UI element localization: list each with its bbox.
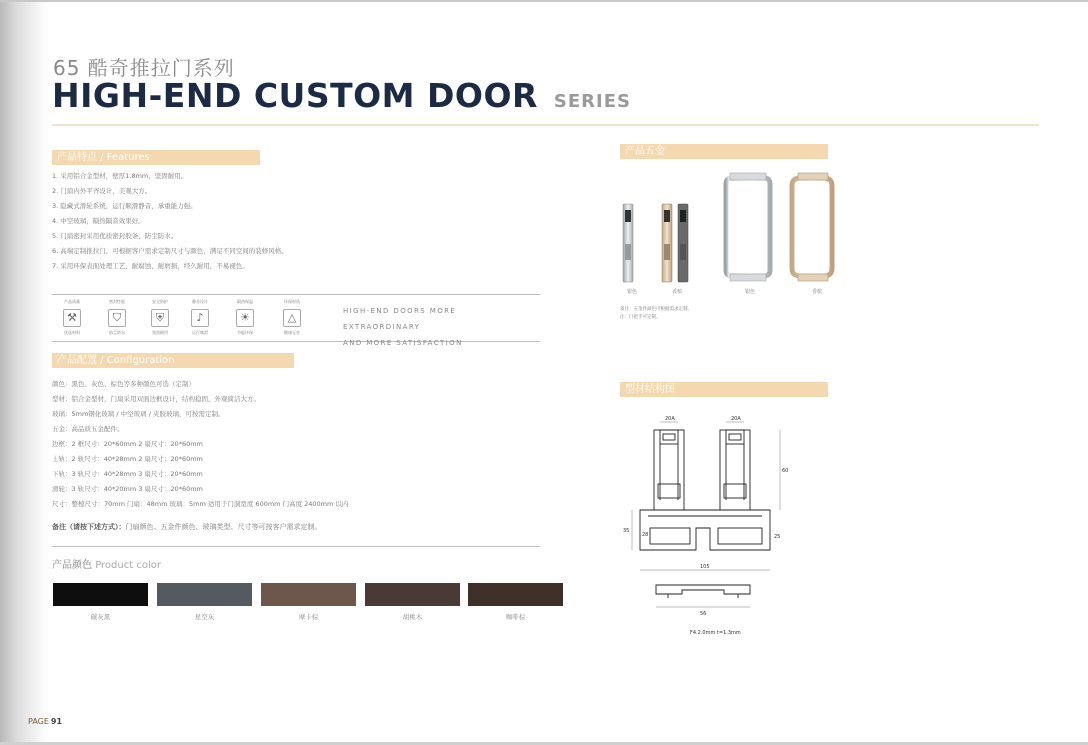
series-subtitle: 65 酷奇推拉门系列: [53, 56, 235, 80]
color-swatch[interactable]: [261, 583, 356, 606]
accessory-notes: [620, 306, 692, 322]
sun-icon: ☀: [236, 309, 254, 327]
spec-line: 上轨：2 轨尺寸：40*28mm 2 扇尺寸：20*60mm: [52, 455, 203, 463]
color-swatch[interactable]: [157, 583, 252, 606]
top-edge: [0, 0, 1088, 2]
feature-line: 1. 采用铝合金型材，壁厚1.8mm，坚固耐用。: [52, 172, 188, 180]
dim-width: 105: [700, 564, 710, 570]
color-name: 咖啡棕: [505, 613, 526, 621]
title-divider: [52, 124, 1039, 126]
accessory-label: 银色: [744, 289, 755, 295]
slogan-line: AND MORE SATISFACTION: [343, 339, 463, 347]
cert-name: 静音设计: [192, 299, 208, 304]
dim-left-inner: 28: [642, 532, 649, 538]
page-label: PAGE: [28, 717, 49, 726]
remark: [52, 522, 322, 532]
cert-item: [180, 299, 220, 336]
color-name: 摩卡棕: [298, 613, 319, 621]
cert-label: 健康无害: [284, 330, 300, 335]
cert-name: 密封性能: [109, 299, 125, 304]
accessory-note: 注：门把手可定制。: [620, 315, 661, 320]
feature-line: 2. 门扇内外平齐设计，美观大方。: [52, 187, 152, 195]
cert-name: 环保材质: [284, 299, 300, 304]
slogan: [343, 303, 533, 351]
profile-cross-section-drawing: [620, 410, 790, 640]
dim-top-left: 20A: [665, 416, 675, 422]
dim-height: 60: [782, 468, 789, 474]
color-swatch[interactable]: [365, 583, 460, 606]
configuration-heading: 产品配置 / Configuration: [52, 353, 294, 368]
seal-icon: ⛉: [108, 309, 126, 327]
spec-list: [52, 377, 540, 512]
dim-top-right: 20A: [731, 416, 741, 422]
cert-label: 运行顺滑: [192, 330, 208, 335]
accessory-label: 香槟: [811, 289, 822, 295]
features-heading: 产品特点 / Features: [52, 150, 260, 165]
dim-left: 35: [623, 528, 630, 534]
feature-line: 4. 中空玻璃，隔热隔音效果好。: [52, 217, 145, 225]
cert-name: 安全防护: [152, 299, 168, 304]
section-divider: [52, 546, 540, 547]
cert-name: 隔热保温: [237, 299, 253, 304]
quality-icon: ⚒: [63, 309, 81, 327]
dim-bottom: 56: [700, 611, 707, 617]
spec-line: 五金：高品质五金配件。: [52, 425, 124, 433]
warning-icon: △: [283, 309, 301, 327]
cert-label: 节能环保: [237, 330, 253, 335]
feature-line: 5. 门扇密封采用优质密封胶条，防尘防水。: [52, 232, 178, 240]
cert-name: 产品质量: [64, 299, 80, 304]
drawing-caption: F4.2.0mm t=1.3mm: [690, 630, 741, 636]
drawing-heading: 型材结构图: [620, 382, 828, 397]
cert-item: [140, 299, 180, 336]
spec-line: 型材：铝合金型材，门扇采用双面边框设计，结构稳固，外观简洁大方。: [52, 395, 260, 403]
cert-item: [52, 299, 92, 336]
slogan-line: HIGH-END DOORS MORE EXTRAORDINARY: [343, 307, 457, 331]
cert-label: 坚固耐用: [152, 330, 168, 335]
color-name: 胡桃木: [402, 613, 423, 621]
spec-line: 颜色：黑色、灰色、棕色等多种颜色可选（定制）: [52, 380, 195, 388]
feature-line: 7. 采用环保表面处理工艺，耐腐蚀、耐磨损，经久耐用，不易褪色。: [52, 262, 249, 270]
shield-icon: ⛨: [151, 309, 169, 327]
cert-item: [97, 299, 137, 336]
accessory-note: 备注：五金件颜色可根据需求定制。: [620, 307, 692, 312]
spec-line: 尺寸：整樘尺寸：70mm 门扇：48mm 玻璃：5mm 适用于门洞宽度 600mm 门高度 2400mm 以内: [52, 500, 349, 508]
dim-right: 25: [774, 534, 781, 540]
color-swatch[interactable]: [53, 583, 148, 606]
accessory-label: 银色: [626, 289, 637, 295]
features-list: [52, 169, 532, 274]
spec-line: 玻璃：5mm钢化玻璃 / 中空玻璃 / 夹胶玻璃，可按需定制。: [52, 410, 225, 418]
page-title: [52, 76, 631, 115]
feature-line: 6. 高端定制推拉门，可根据客户需求定制尺寸与颜色，满足不同空间的装修风格。: [52, 247, 288, 255]
certification-row: [52, 294, 540, 347]
cert-item: [272, 299, 312, 336]
color-swatch[interactable]: [468, 583, 563, 606]
accessories-heading: 产品五金: [620, 144, 828, 159]
silent-icon: ♪: [191, 309, 209, 327]
spec-line: 滑轮：3 轨尺寸：40*20mm 3 扇尺寸：20*60mm: [52, 485, 203, 493]
cert-label: 优选材料: [64, 330, 80, 335]
remark-label: 备注（请按下述方式）：: [52, 523, 126, 531]
color-heading: [52, 556, 161, 571]
title-main: HIGH-END CUSTOM DOOR: [52, 76, 538, 115]
page-number-value: 91: [50, 717, 63, 726]
door-handles-image: [620, 170, 840, 285]
feature-line: 3. 隐藏式滑轮系统，运行顺滑静音，承重能力强。: [52, 202, 197, 210]
color-heading-en: Product color: [95, 560, 161, 571]
color-name: 星空灰: [194, 613, 215, 621]
spec-line: 边框：2 框尺寸：20*60mm 2 扇尺寸：20*60mm: [52, 440, 203, 448]
accessory-label: 香槟: [671, 289, 682, 295]
color-heading-cn: 产品颜色: [52, 560, 92, 571]
cert-label: 防尘防水: [109, 330, 125, 335]
spec-line: 下轨：3 轨尺寸：40*28mm 3 扇尺寸：20*60mm: [52, 470, 203, 478]
title-series: SERIES: [553, 91, 631, 112]
book-spine-shadow: [0, 0, 48, 745]
color-name: 碳灰黑: [90, 613, 111, 621]
page-number: [28, 717, 62, 726]
cert-item: [225, 299, 265, 336]
remark-text: 门扇颜色、五金件颜色、玻璃类型、尺寸等可按客户需求定制。: [125, 523, 322, 531]
